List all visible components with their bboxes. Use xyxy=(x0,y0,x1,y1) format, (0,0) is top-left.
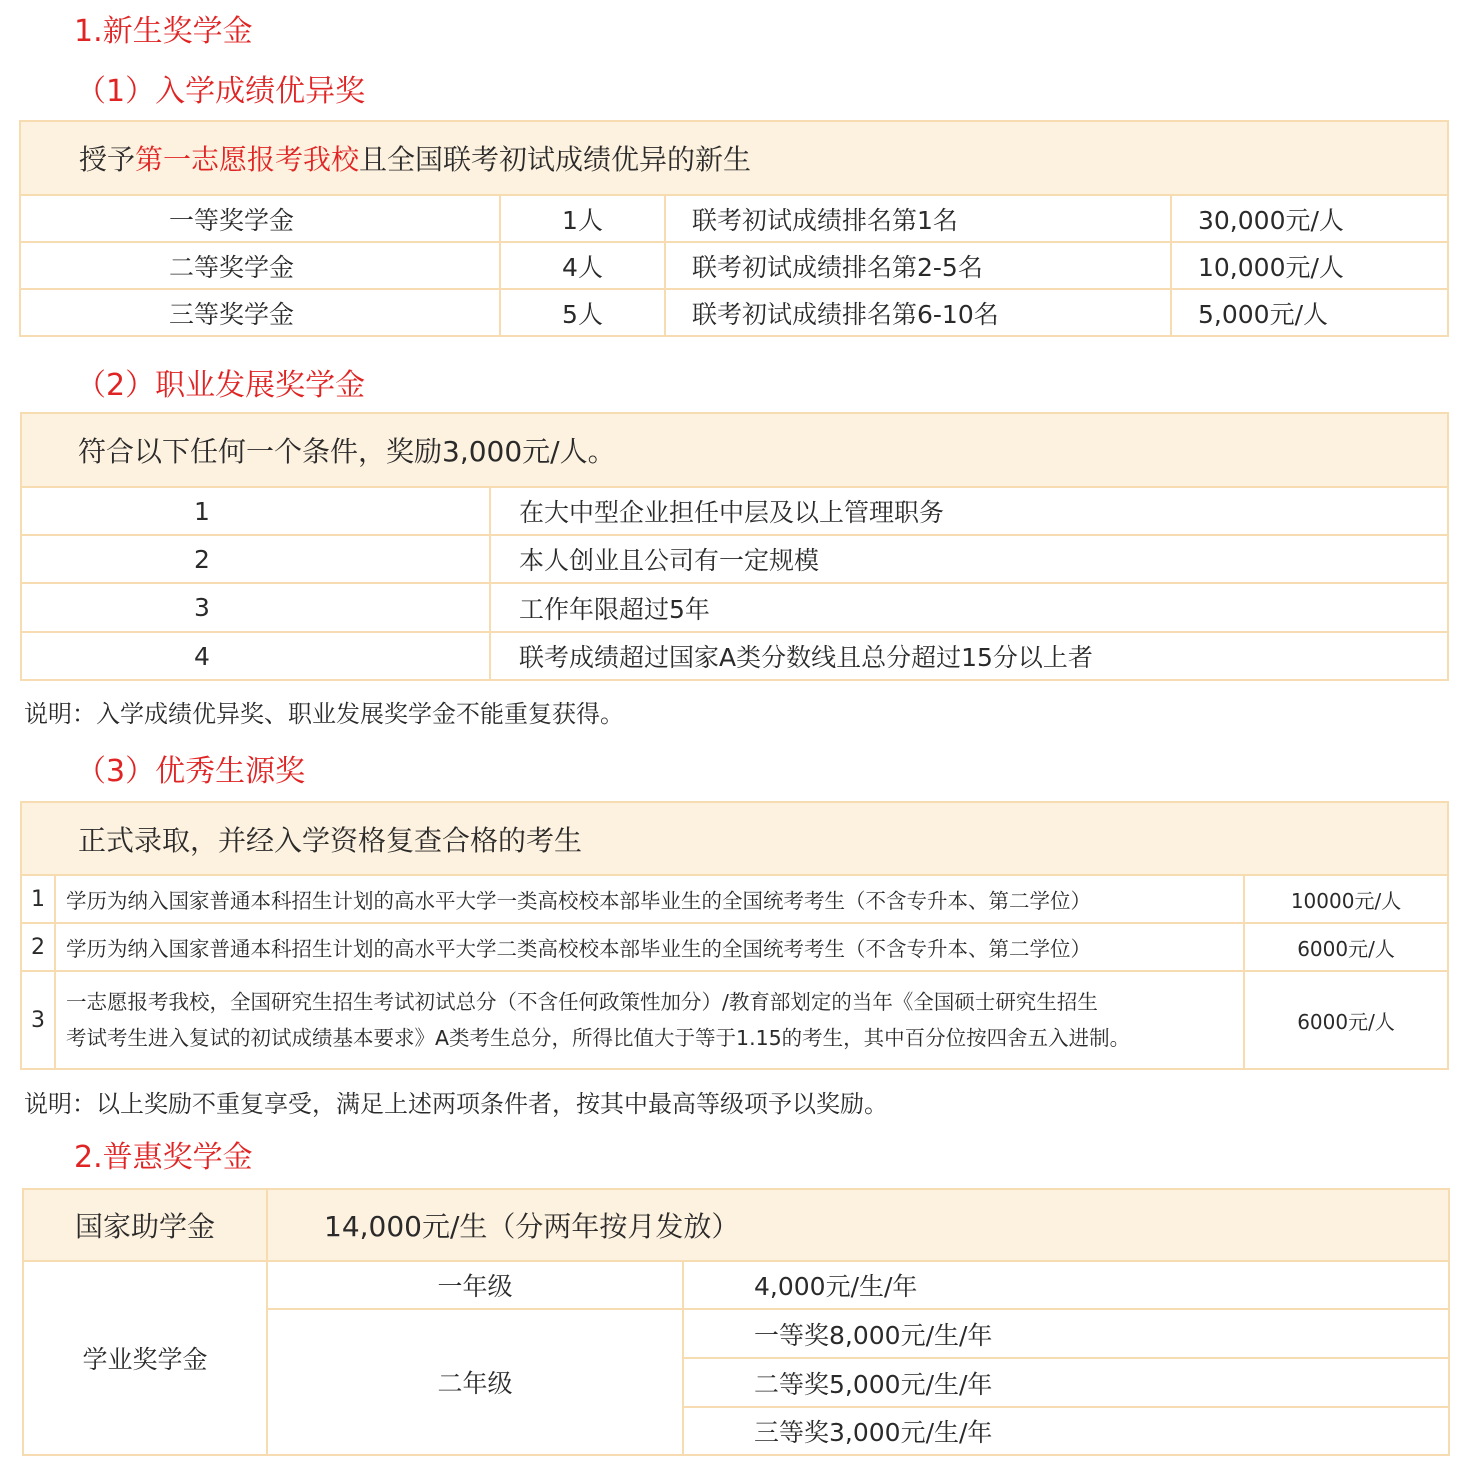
sub2-note: 说明：入学成绩优异奖、职业发展奖学金不能重复获得。 xyxy=(24,700,624,728)
table-row xyxy=(21,632,1448,680)
number-cell: 2 xyxy=(21,923,55,971)
table-row xyxy=(21,875,1448,923)
table-row xyxy=(23,1261,1449,1309)
academic-label: 学业奖学金 xyxy=(23,1261,267,1455)
condition-cell: 联考初试成绩排名第2-5名 xyxy=(665,242,1171,289)
grade2-amount: 一等奖8,000元/生/年 xyxy=(683,1309,1449,1358)
sub3-note: 说明：以上奖励不重复享受，满足上述两项条件者，按其中最高等级项予以奖励。 xyxy=(24,1090,888,1118)
sub2-title: （2）职业发展奖学金 xyxy=(76,368,366,403)
amount-cell: 30,000元/人 xyxy=(1171,195,1448,242)
grant-value: 14,000元/生（分两年按月发放） xyxy=(267,1189,1449,1261)
sub1-table xyxy=(19,120,1449,337)
grade2-cell: 二年级 xyxy=(267,1309,683,1455)
count-cell: 1人 xyxy=(500,195,665,242)
grade2-amount: 三等奖3,000元/生/年 xyxy=(683,1407,1449,1455)
table-row xyxy=(21,971,1448,1069)
condition-cell: 联考初试成绩排名第6-10名 xyxy=(665,289,1171,336)
amount-cell: 10000元/人 xyxy=(1244,875,1448,923)
grade1-cell: 一年级 xyxy=(267,1261,683,1309)
sub1-header xyxy=(20,121,1448,195)
grant-label: 国家助学金 xyxy=(23,1189,267,1261)
condition-line: 考试考生进入复试的初试成绩基本要求》A类考生总分，所得比值大于等于1.15的考生，其中百分位按四舍五入进制。 xyxy=(66,1026,1131,1050)
number-cell: 4 xyxy=(21,632,490,680)
number-cell: 3 xyxy=(21,971,55,1069)
number-cell: 2 xyxy=(21,535,490,583)
sub2-header: 符合以下任何一个条件，奖励3,000元/人。 xyxy=(21,413,1448,487)
level-cell: 一等奖学金 xyxy=(20,195,500,242)
condition-cell: 学历为纳入国家普通本科招生计划的高水平大学二类高校校本部毕业生的全国统考考生（不含专升本、第二学位） xyxy=(55,923,1244,971)
sub1-title: （1）入学成绩优异奖 xyxy=(76,74,366,109)
table-row xyxy=(20,289,1448,336)
sub3-header: 正式录取，并经入学资格复查合格的考生 xyxy=(21,802,1448,875)
sub2-table xyxy=(20,412,1449,681)
condition-cell xyxy=(55,971,1244,1069)
table-row xyxy=(21,535,1448,583)
sub1-header-highlight: 第一志愿报考我校 xyxy=(135,143,360,176)
section2-table xyxy=(22,1188,1450,1456)
condition-cell: 联考成绩超过国家A类分数线且总分超过15分以上者 xyxy=(490,632,1448,680)
number-cell: 1 xyxy=(21,487,490,535)
number-cell: 1 xyxy=(21,875,55,923)
table-row xyxy=(20,242,1448,289)
table-row xyxy=(21,923,1448,971)
grade1-amount: 4,000元/生/年 xyxy=(683,1261,1449,1309)
condition-cell: 学历为纳入国家普通本科招生计划的高水平大学一类高校校本部毕业生的全国统考考生（不含专升本、第二学位） xyxy=(55,875,1244,923)
level-cell: 三等奖学金 xyxy=(20,289,500,336)
sub1-header-before: 授予 xyxy=(79,143,136,176)
amount-cell: 10,000元/人 xyxy=(1171,242,1448,289)
condition-cell: 在大中型企业担任中层及以上管理职务 xyxy=(490,487,1448,535)
condition-cell: 工作年限超过5年 xyxy=(490,583,1448,632)
table-row xyxy=(20,195,1448,242)
sub3-table xyxy=(20,801,1449,1070)
condition-cell: 本人创业且公司有一定规模 xyxy=(490,535,1448,583)
section2-title: 2.普惠奖学金 xyxy=(74,1140,253,1175)
grade2-amount: 二等奖5,000元/生/年 xyxy=(683,1358,1449,1407)
sub3-title: （3）优秀生源奖 xyxy=(76,754,306,789)
table-row xyxy=(21,487,1448,535)
condition-cell: 联考初试成绩排名第1名 xyxy=(665,195,1171,242)
condition-line: 一志愿报考我校，全国研究生招生考试初试总分（不含任何政策性加分）/教育部划定的当年《全国硕士研究生招生 xyxy=(66,990,1098,1014)
count-cell: 5人 xyxy=(500,289,665,336)
amount-cell: 6000元/人 xyxy=(1244,971,1448,1069)
section1-title: 1.新生奖学金 xyxy=(74,14,253,49)
count-cell: 4人 xyxy=(500,242,665,289)
table-row xyxy=(21,583,1448,632)
number-cell: 3 xyxy=(21,583,490,632)
amount-cell: 5,000元/人 xyxy=(1171,289,1448,336)
level-cell: 二等奖学金 xyxy=(20,242,500,289)
sub1-header-after: 且全国联考初试成绩优异的新生 xyxy=(359,143,752,176)
amount-cell: 6000元/人 xyxy=(1244,923,1448,971)
